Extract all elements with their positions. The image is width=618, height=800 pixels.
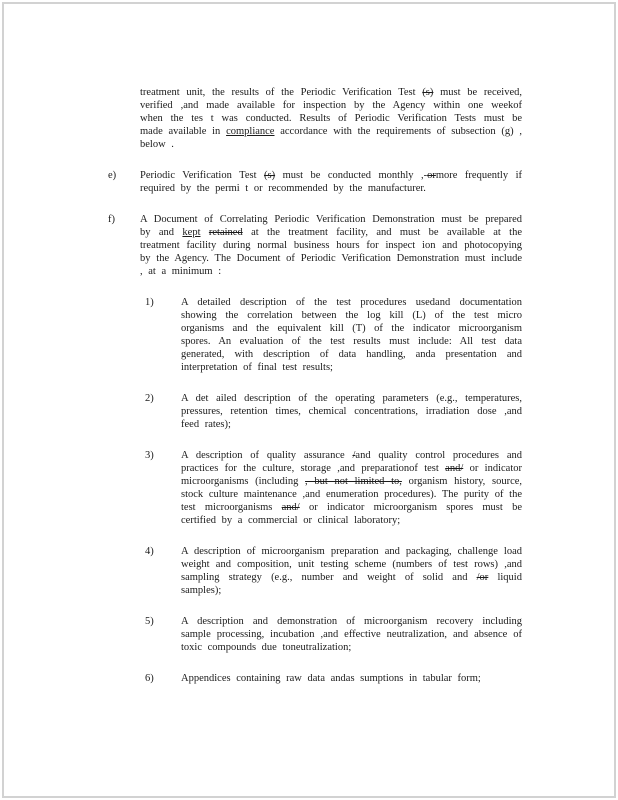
item-marker: 3): [145, 450, 154, 461]
text-segment: must be conducted monthly ,-: [275, 170, 428, 181]
paragraph-text: [181, 296, 522, 374]
list-item: [145, 449, 522, 527]
text-segment: and quality control procedures and practices for the culture, storage ,and preparationof test: [181, 450, 522, 474]
item-marker: f): [108, 214, 115, 225]
text-segment: /: [352, 450, 356, 461]
text-segment: or indicator microorganisms (including: [181, 463, 522, 487]
item-marker: 2): [145, 393, 154, 404]
item-marker: 5): [145, 616, 154, 627]
text-segment: [201, 227, 209, 238]
text-segment: organism history, source, stock culture maintenance ,and enumeration procedures). The purity of the test microorganisms: [181, 476, 523, 513]
paragraph-text: [140, 86, 522, 151]
list-item: [108, 213, 522, 278]
item-marker: [108, 86, 140, 151]
paragraph-text: [181, 672, 522, 685]
text-segment: treatment unit, the results of the Periodic Verification Test: [140, 87, 423, 98]
text-segment: must be received, verified ,and made available for inspection by the Agency within one weekof when the tes t was conducted. Results of Periodic Verification Tests must be made available in: [140, 87, 522, 137]
text-segment: (s): [422, 87, 434, 98]
text-segment: A detailed description of the test procedures usedand documentation showing the correlation between the log kill (L) of the test micro organisms and the equivalent kill (T) of the indicator microorganism spores. An evaluation of the test results must include: All test data generated, with description of data handling, anda presentation and interpretation of final test results;: [181, 297, 522, 373]
paragraph-text: [140, 169, 522, 195]
text-segment: Appendices containing raw data andas sumptions in tabular form;: [181, 673, 481, 684]
text-segment: and/: [445, 463, 464, 474]
text-segment: A description of quality assurance: [181, 450, 353, 461]
text-segment: , but not limited to,: [305, 476, 402, 487]
list-item: [145, 672, 522, 685]
text-segment: at the treatment facility, and must be available at the treatment facility during normal business hours for inspect ion and photocopying by the Agency. The Document of Periodic Verification Demonstration must include , at a minimum :: [140, 227, 522, 277]
paragraph-text: [181, 449, 522, 527]
text-segment: retained: [208, 227, 243, 238]
item-marker: e): [108, 170, 117, 181]
document-body: [108, 86, 522, 703]
text-segment: or: [427, 170, 436, 181]
text-segment: accordance with the requirements of subsection (g) , below .: [140, 126, 522, 150]
item-marker: 1): [145, 297, 154, 308]
paragraph: [108, 86, 522, 151]
text-segment: A description of microorganism preparation and packaging, challenge load weight and composition, unit testing scheme (numbers of test rows) ,and sampling strategy (e.g., number and weight of solid and: [181, 546, 522, 583]
text-segment: (s): [263, 170, 276, 181]
text-segment: Periodic Verification Test: [140, 170, 264, 181]
item-marker: 4): [145, 546, 154, 557]
text-segment: A Document of Correlating Periodic Verification Demonstration must be prepared by and: [140, 214, 522, 238]
list-item: [145, 615, 522, 654]
item-marker: 6): [145, 673, 154, 684]
list-item: [145, 545, 522, 597]
text-segment: A description and demonstration of microorganism recovery including sample processing, incubation ,and effective neutralization, and absence of toxic compounds due toneutralization;: [181, 616, 522, 653]
text-segment: more frequently if required by the permi t or recommended by the manufacturer.: [140, 170, 522, 194]
text-segment: or indicator microorganism spores must be certified by a commercial or clinical laboratory;: [181, 502, 523, 526]
text-segment: compliance: [226, 126, 275, 137]
text-segment: A det ailed description of the operating parameters (e.g., temperatures, pressures, retention times, chemical concentrations, irradiation dose ,and feed rates);: [181, 393, 522, 430]
text-segment: /or: [476, 572, 489, 583]
paragraph-text: [140, 213, 522, 278]
paragraph-text: [181, 545, 522, 597]
list-item: [108, 169, 522, 195]
list-item: [145, 296, 522, 374]
paragraph-text: [181, 615, 522, 654]
text-segment: liquid samples);: [181, 572, 522, 596]
paragraph-text: [181, 392, 522, 431]
list-item: [145, 392, 522, 431]
text-segment: kept: [182, 227, 201, 238]
text-segment: and/: [281, 502, 300, 513]
